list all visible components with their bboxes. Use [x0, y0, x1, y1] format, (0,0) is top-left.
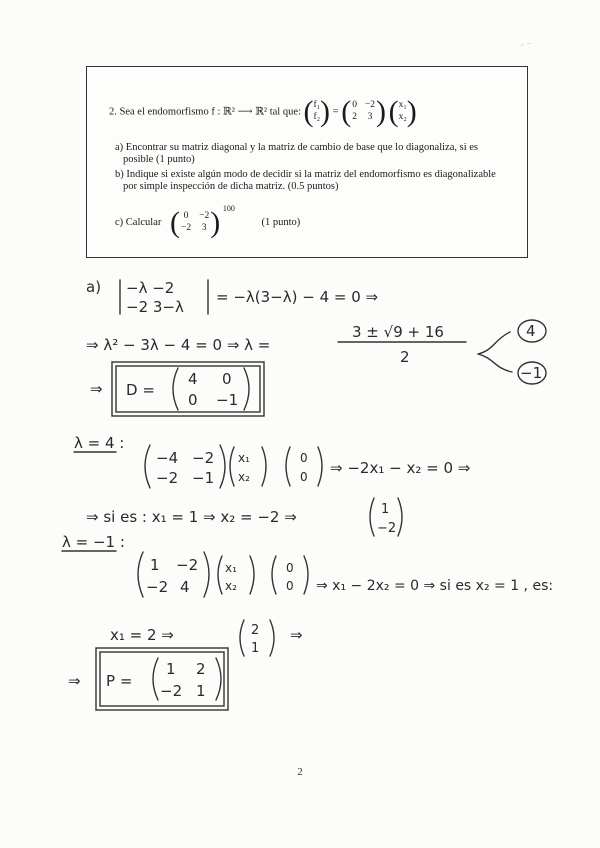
- l2x-paren-left: [218, 556, 222, 594]
- hw-l1-z2: 0: [300, 470, 308, 484]
- hw-l1-si: ⇒ si es : x₁ = 1 ⇒ x₂ = −2 ⇒: [86, 508, 297, 526]
- l1z-paren-left: [286, 447, 290, 486]
- hw-l2-22: 4: [180, 578, 190, 596]
- hw-lambda2-label: λ = −1 :: [62, 533, 125, 551]
- problem-matrix: ( 0 −2 2 3 ): [341, 95, 387, 128]
- hw-l2-x1: x₁: [225, 561, 237, 575]
- part-c-exponent: 100: [222, 204, 235, 213]
- hw-l1-v2: −2: [377, 521, 397, 536]
- hw-det-row2: −2 3−λ: [126, 298, 184, 316]
- hw-char-eq: ⇒ λ² − 3λ − 4 = 0 ⇒ λ =: [86, 336, 271, 354]
- hw-l2-v1: 2: [251, 623, 260, 638]
- hw-l1-v1: 1: [381, 502, 390, 517]
- brace-lower: [478, 354, 512, 372]
- hw-l2-x1-eq: x₁ = 2 ⇒: [110, 626, 174, 644]
- part-a-cont: posible (1 punto): [123, 154, 195, 165]
- hw-l1-eq: ⇒ −2x₁ − x₂ = 0 ⇒: [330, 459, 471, 477]
- l1-paren-right: [220, 445, 225, 488]
- l2v-paren-right: [270, 620, 274, 656]
- pm-11: 0: [352, 100, 357, 111]
- part-c-matrix: ( 0 −2 −2 3 ): [169, 205, 221, 239]
- l1x-paren-right: [262, 447, 266, 486]
- lhs-vec-2: f₂: [313, 112, 321, 122]
- hw-l1-z1: 0: [300, 451, 308, 465]
- p-paren-right: [216, 658, 221, 700]
- lhs-vector: ( f₁ f₂ ): [303, 95, 331, 128]
- l2v-paren-left: [240, 620, 244, 656]
- pm-21: 2: [352, 112, 357, 122]
- hw-l2-z2: 0: [286, 579, 294, 593]
- hw-l1-22: −1: [192, 469, 215, 487]
- problem-intro: Sea el endomorfismo f : ℝ² ⟶ ℝ² tal que:: [119, 106, 301, 118]
- hw-det-eq: = −λ(3−λ) − 4 = 0 ⇒: [216, 288, 379, 306]
- hw-p-11: 1: [166, 660, 176, 678]
- hw-p-21: −2: [160, 682, 183, 700]
- hw-l2-z1: 0: [286, 561, 294, 575]
- l1v-paren-left: [370, 498, 374, 536]
- hw-a-label: a): [86, 278, 102, 296]
- d-paren-left: [173, 368, 178, 410]
- part-b-cont: por simple inspección de dicha matriz. (0.5 puntos): [123, 181, 339, 192]
- hw-l2-x2: x₂: [225, 579, 237, 593]
- part-a-text: a) Encontrar su matriz diagonal y la matriz de cambio de base que lo diagonaliza, si es: [115, 142, 478, 153]
- hw-l1-11: −4: [156, 449, 179, 467]
- problem-number: 2.: [109, 106, 117, 118]
- brace-upper: [478, 332, 510, 354]
- lhs-vec-1: f₁: [313, 100, 321, 111]
- rhs-vec-2: x₂: [398, 112, 407, 122]
- cm-12: −2: [199, 210, 210, 221]
- hw-d-21: 0: [188, 391, 198, 409]
- cm-11: 0: [183, 210, 189, 221]
- d-paren-right: [244, 368, 249, 410]
- hw-root-2: −1: [520, 364, 543, 382]
- hw-l2-arrow: ⇒: [290, 626, 303, 644]
- part-b-text: b) Indique si existe algún modo de decidir si la matriz del endomorfismo es diagonalizable: [115, 169, 496, 180]
- hw-l1-21: −2: [156, 469, 179, 487]
- hw-d-label: D =: [126, 381, 155, 399]
- hw-l1-x2: x₂: [238, 470, 250, 484]
- bleed-through-mark: ~ ~: [519, 39, 533, 50]
- hw-root-1: 4: [526, 322, 536, 340]
- hw-det-row1: −λ −2: [126, 279, 175, 297]
- hw-d-22: −1: [216, 391, 239, 409]
- hw-l2-eq: ⇒ x₁ − 2x₂ = 0 ⇒ si es x₂ = 1 , es:: [316, 578, 554, 594]
- problem-intro-line: 2. Sea el endomorfismo f : ℝ² ⟶ ℝ² tal que: ( f₁ f₂ ) = ( 0 −2 2 3 ) ( x₁ x₂ ): [109, 95, 417, 128]
- rhs-vector: ( x₁ x₂ ): [388, 95, 417, 128]
- hw-p-label: P =: [106, 672, 133, 690]
- hw-quad-num: 3 ± √9 + 16: [352, 323, 444, 341]
- hw-l2-12: −2: [176, 556, 199, 574]
- hw-d-11: 4: [188, 370, 198, 388]
- hw-l2-v2: 1: [251, 641, 260, 656]
- l1-paren-left: [145, 445, 150, 488]
- p-paren-left: [153, 658, 158, 700]
- hw-l2-11: 1: [150, 556, 160, 574]
- cm-22: 3: [201, 222, 207, 233]
- hw-l1-12: −2: [192, 449, 215, 467]
- hw-p-arrow: ⇒: [68, 672, 81, 690]
- cm-21: −2: [180, 222, 192, 233]
- rhs-vec-1: x₁: [398, 100, 407, 111]
- hw-l2-21: −2: [146, 578, 169, 596]
- l2x-paren-right: [250, 556, 254, 594]
- hw-p-12: 2: [196, 660, 206, 678]
- hw-d-12: 0: [222, 370, 232, 388]
- l1z-paren-right: [318, 447, 322, 486]
- hw-p-22: 1: [196, 682, 206, 700]
- l1x-paren-left: [230, 447, 234, 486]
- pm-22: 3: [367, 112, 373, 122]
- part-c-label: c) Calcular: [115, 217, 162, 228]
- hw-l1-x1: x₁: [238, 451, 250, 465]
- hw-quad-den: 2: [400, 348, 410, 366]
- hw-lambda1-label: λ = 4 :: [74, 434, 125, 452]
- l1v-paren-right: [398, 498, 402, 536]
- l2z-paren-left: [272, 556, 276, 594]
- part-c-points: (1 punto): [261, 217, 301, 228]
- l2-paren-right: [204, 552, 209, 597]
- pm-12: −2: [364, 100, 376, 111]
- page-number: 2: [297, 766, 303, 778]
- l2-paren-left: [138, 552, 143, 597]
- l2z-paren-right: [304, 556, 308, 594]
- hw-d-arrow: ⇒: [90, 380, 103, 398]
